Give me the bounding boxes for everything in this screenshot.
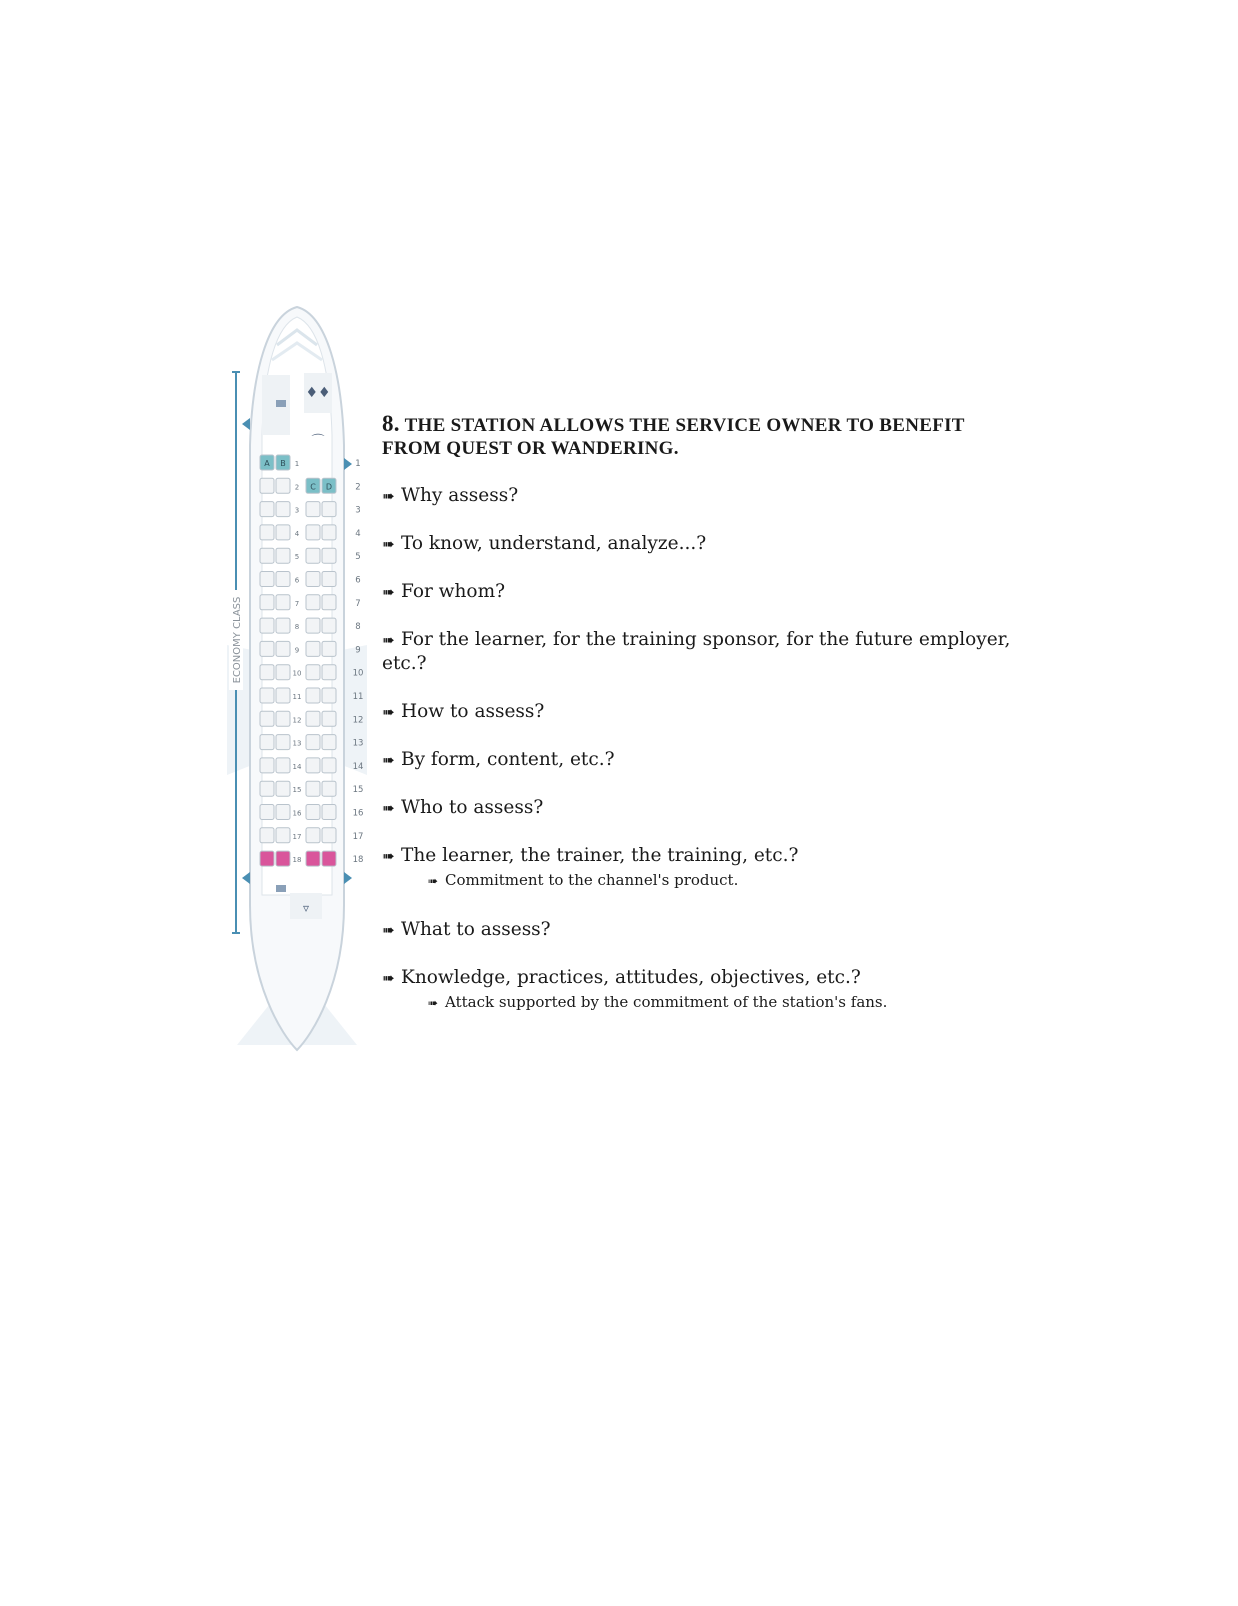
seat-left[interactable]	[276, 711, 290, 726]
row-number-outer: 4	[355, 528, 361, 539]
list-item-text: For whom?	[401, 581, 506, 602]
seat-left[interactable]	[276, 781, 290, 796]
seat-left[interactable]	[276, 758, 290, 773]
seat-right[interactable]	[322, 735, 336, 750]
seat-right[interactable]	[322, 525, 336, 540]
seat-left[interactable]	[260, 711, 274, 726]
row-number-inner: 17	[292, 832, 302, 841]
row-number-inner: 6	[294, 576, 300, 585]
seat-right[interactable]	[322, 781, 336, 796]
row-number-inner: 8	[294, 623, 300, 632]
seat-letter: C	[310, 482, 316, 492]
seat-right[interactable]	[322, 828, 336, 843]
sub-item-text: Attack supported by the commitment of the station's fans.	[445, 993, 888, 1011]
seat-left[interactable]	[260, 805, 274, 820]
row-number-inner: 3	[294, 506, 300, 515]
seat-right[interactable]	[306, 781, 320, 796]
seat-left[interactable]	[276, 688, 290, 703]
row-number-inner: 1	[294, 460, 300, 468]
seat-right[interactable]	[322, 641, 336, 656]
seat-left[interactable]	[260, 781, 274, 796]
seat-left[interactable]	[276, 595, 290, 610]
seat-right[interactable]	[306, 711, 320, 726]
seat-right[interactable]	[322, 665, 336, 680]
row-number-outer: 5	[355, 552, 361, 563]
seat-right[interactable]	[322, 758, 336, 773]
list-item	[382, 700, 1022, 724]
seat-left[interactable]	[260, 548, 274, 563]
row-number-outer: 7	[355, 598, 361, 609]
seat-right[interactable]	[322, 688, 336, 703]
row-number-inner: 15	[292, 786, 302, 795]
seat-left[interactable]	[276, 548, 290, 563]
seat-map-graphic	[222, 305, 372, 1057]
arrow-right-icon: ➠	[382, 921, 395, 939]
seat-left[interactable]	[260, 572, 274, 587]
seat-left[interactable]	[276, 735, 290, 750]
row-number-outer: 18	[352, 855, 364, 866]
seat-right[interactable]	[306, 851, 320, 866]
row-number-outer: 10	[352, 668, 364, 679]
row-number-inner: 4	[294, 529, 300, 538]
sub-item	[428, 870, 1022, 891]
document-content	[382, 412, 1022, 1040]
list-item	[382, 628, 1022, 676]
row-number-inner: 12	[292, 716, 302, 725]
seat-left[interactable]	[276, 828, 290, 843]
seat-left[interactable]	[260, 828, 274, 843]
section-number: 8.	[382, 411, 400, 436]
arrow-right-icon: ➠	[382, 969, 395, 987]
seat-right[interactable]	[306, 688, 320, 703]
row-number-outer: 1	[355, 459, 361, 469]
list-item-text: Knowledge, practices, attitudes, objectives, etc.?	[401, 967, 861, 988]
list-item-text: Who to assess?	[401, 797, 544, 818]
question-list	[382, 484, 1022, 1013]
seat-left[interactable]	[276, 572, 290, 587]
seat-right[interactable]	[322, 502, 336, 517]
seat-left[interactable]	[276, 851, 290, 866]
row-number-outer: 6	[355, 575, 361, 586]
arrow-right-icon: ➠	[382, 703, 395, 721]
list-item-text: Why assess?	[401, 485, 519, 506]
list-item-text: The learner, the trainer, the training, etc.?	[401, 845, 799, 866]
list-item	[382, 966, 1022, 990]
row-number-outer: 3	[355, 505, 361, 516]
seat-left[interactable]	[260, 641, 274, 656]
seat-right[interactable]	[306, 641, 320, 656]
row-number-outer: 8	[355, 622, 361, 633]
seat-right[interactable]	[306, 502, 320, 517]
seat-letter: A	[264, 459, 270, 468]
row-number-inner: 13	[292, 739, 302, 748]
arrow-right-icon: ➠	[382, 799, 395, 817]
seat-right[interactable]	[306, 805, 320, 820]
seat-left[interactable]	[276, 618, 290, 633]
seat-right[interactable]	[322, 595, 336, 610]
row-number-inner: 7	[294, 599, 300, 608]
row-number-inner: 5	[294, 553, 300, 562]
row-number-outer: 2	[355, 482, 361, 493]
seat-right[interactable]	[322, 711, 336, 726]
seat-left[interactable]	[260, 502, 274, 517]
row-number-outer: 11	[352, 692, 364, 702]
row-number-inner: 18	[292, 856, 302, 865]
seat-right[interactable]	[306, 572, 320, 587]
seat-left[interactable]	[260, 618, 274, 633]
list-item-text: What to assess?	[401, 919, 551, 940]
row-number-inner: 11	[292, 693, 302, 701]
row-number-outer: 12	[352, 715, 364, 726]
class-label: ECONOMY CLASS	[232, 596, 243, 684]
row-number-outer: 17	[352, 831, 364, 842]
seat-right[interactable]	[306, 665, 320, 680]
seat-right[interactable]	[322, 618, 336, 633]
row-number-inner: 9	[294, 646, 300, 655]
list-item	[382, 844, 1022, 868]
seat-right[interactable]	[306, 548, 320, 563]
seat-left[interactable]	[276, 665, 290, 680]
arrow-right-icon: ➠	[382, 751, 395, 769]
seat-letter: B	[280, 459, 286, 468]
seat-left[interactable]	[276, 525, 290, 540]
galley-icon	[276, 400, 286, 407]
seat-left[interactable]	[260, 478, 274, 493]
seat-left[interactable]	[260, 851, 274, 866]
lavatory-icon: ♦♦	[305, 385, 331, 401]
seat-left[interactable]	[260, 595, 274, 610]
row-number-outer: 9	[355, 645, 361, 656]
arrow-right-icon: ➠	[428, 874, 439, 888]
right-wing	[342, 645, 367, 775]
galley-icon-rear	[276, 885, 286, 892]
exit-icon	[242, 872, 250, 884]
exit-icon	[344, 458, 352, 470]
seat-left[interactable]	[276, 805, 290, 820]
seat-left[interactable]	[276, 641, 290, 656]
seat-letter: D	[325, 482, 333, 492]
seat-left[interactable]	[260, 688, 274, 703]
exit-icon	[242, 418, 250, 430]
row-number-inner: 16	[292, 809, 302, 818]
seat-left[interactable]	[260, 758, 274, 773]
seat-right[interactable]	[306, 525, 320, 540]
seat-right[interactable]	[306, 618, 320, 633]
seat-left[interactable]	[260, 525, 274, 540]
seat-right[interactable]	[322, 572, 336, 587]
arrow-right-icon: ➠	[382, 583, 395, 601]
seat-left[interactable]	[260, 665, 274, 680]
arrow-right-icon: ➠	[382, 631, 395, 649]
exit-icon	[344, 872, 352, 884]
row-number-inner: 14	[292, 762, 302, 771]
row-number-outer: 15	[352, 785, 364, 796]
arrow-right-icon: ➠	[382, 535, 395, 553]
seat-left[interactable]	[260, 735, 274, 750]
list-item-text: By form, content, etc.?	[401, 749, 615, 770]
closet-icon: ⌒	[311, 434, 325, 449]
arrow-right-icon: ➠	[382, 487, 395, 505]
row-number-outer: 13	[352, 738, 364, 749]
sub-item-text: Commitment to the channel's product.	[445, 871, 739, 889]
list-item-text: How to assess?	[401, 701, 545, 722]
list-item-text: To know, understand, analyze...?	[401, 533, 707, 554]
aircraft-seat-map	[222, 305, 372, 1057]
arrow-right-icon: ➠	[428, 996, 439, 1010]
list-item	[382, 580, 1022, 604]
row-number-inner: 2	[294, 483, 300, 492]
seat-left[interactable]	[276, 502, 290, 517]
list-item	[382, 796, 1022, 820]
sub-item	[428, 992, 1022, 1013]
seat-right[interactable]	[322, 548, 336, 563]
seat-right[interactable]	[306, 735, 320, 750]
list-item	[382, 532, 1022, 556]
section-heading	[382, 412, 1022, 460]
seat-right[interactable]	[306, 828, 320, 843]
seat-right[interactable]	[306, 595, 320, 610]
seat-right[interactable]	[306, 758, 320, 773]
list-item	[382, 918, 1022, 942]
list-item	[382, 484, 1022, 508]
arrow-right-icon: ➠	[382, 847, 395, 865]
drink-icon: ▿	[302, 901, 310, 915]
list-item	[382, 748, 1022, 772]
row-number-inner: 10	[292, 669, 302, 678]
list-item-text: For the learner, for the training sponsor, for the future employer, etc.?	[382, 629, 1011, 674]
seat-right[interactable]	[322, 851, 336, 866]
seat-right[interactable]	[322, 805, 336, 820]
row-number-outer: 14	[352, 761, 364, 772]
section-title: THE STATION ALLOWS THE SERVICE OWNER TO BENEFIT FROM QUEST OR WANDERING.	[382, 415, 965, 459]
row-number-outer: 16	[352, 808, 364, 819]
seat-left[interactable]	[276, 478, 290, 493]
